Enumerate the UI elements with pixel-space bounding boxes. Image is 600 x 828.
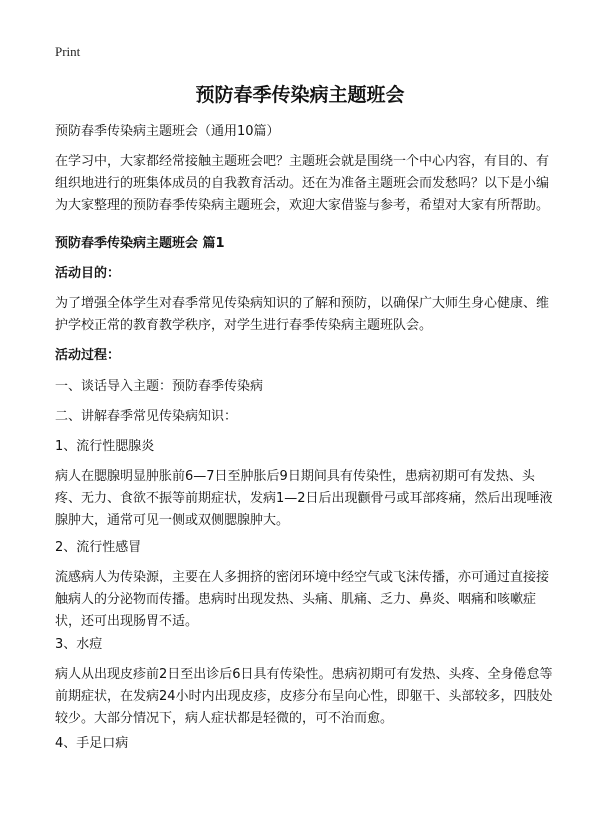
page-title: 预防春季传染病主题班会 — [195, 84, 405, 106]
section-heading: 预防春季传染病主题班会 篇1 — [55, 236, 225, 251]
step-1: 一、谈话导入主题：预防春季传染病 — [55, 379, 264, 394]
disease-2-paragraph: 流感病人为传染源，主要在人多拥挤的密闭环境中经空气或飞沫传播，亦可通过直接接触病人的分泌物而传播。患病时出现发热、头痛、肌痛、乏力、鼻炎、咽痛和咳嗽症状，还可出现肠胃不适。 — [55, 570, 550, 629]
print-link[interactable]: Print — [55, 44, 81, 59]
step-2: 二、讲解春季常见传染病知识： — [55, 409, 238, 424]
disease-1-paragraph: 病人在腮腺明显肿胀前6—7日至肿胀后9日期间具有传染性，患病初期可有发热、头疼、无力、食欲不振等前期症状，发病1—2日后出现颧骨弓或耳部疼痛，然后出现唾液腺肿大，通常可见一侧或双侧腮腺肿大。 — [55, 469, 553, 528]
disease-3-title: 3、水痘 — [55, 637, 103, 652]
subtitle: 预防春季传染病主题班会（通用10篇） — [55, 124, 280, 139]
disease-3-paragraph: 病人从出现皮疹前2日至出诊后6日具有传染性。患病初期可有发热、头疼、全身倦怠等前期症状，在发病24小时内出现皮疹，皮疹分布呈向心性，即躯干、头部较多，四肢处较少。大部分情况下，病人症状都是轻微的，可不治而愈。 — [55, 667, 553, 726]
disease-4-title: 4、手足口病 — [55, 736, 129, 751]
process-heading: 活动过程： — [55, 348, 121, 363]
goal-heading: 活动目的： — [55, 266, 121, 281]
intro-paragraph: 在学习中，大家都经常接触主题班会吧？主题班会就是围绕一个中心内容，有目的、有组织地进行的班集体成员的自我教育活动。还在为准备主题班会而发愁吗？以下是小编为大家整理的预防春季传染病主题班会，欢迎大家借鉴与参考，希望对大家有所帮助。 — [55, 154, 550, 213]
goal-paragraph: 为了增强全体学生对春季常见传染病知识的了解和预防，以确保广大师生身心健康、维护学校正常的教育教学秩序，对学生进行春季传染病主题班队会。 — [55, 296, 550, 333]
disease-2-title: 2、流行性感冒 — [55, 540, 142, 555]
disease-1-title: 1、流行性腮腺炎 — [55, 439, 155, 454]
